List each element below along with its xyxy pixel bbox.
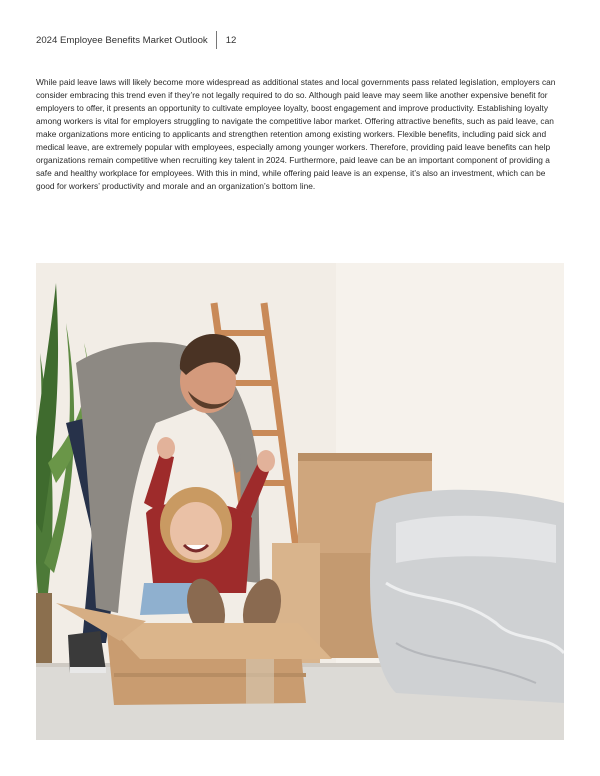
body-paragraph: While paid leave laws will likely become more widespread as additional states and local governments pass related legislation, employers can consider embracing this trend even if they’re not legally required to do so. Although paid leave may seem like another expensive benefit for employers to offer, it presents an opportunity to cultivate employee loyalty, boost engagement and improve productivity. Establishing loyalty among workers is vital for employers struggling to navigate the competitive labor market. Offering attractive benefits, such as paid leave, can make organizations more enticing to applicants and strengthen retention among existing workers. Flexible benefits, including paid sick and medical leave, are extremely popular with employees, especially among younger workers. Therefore, providing paid leave benefits can help organizations remain competitive when recruiting key talent in 2024. Furthermore, paid leave can be an important component of providing a safe and healthy workplace for employees. With this in mind, while offering paid leave is an expense, it’s also an investment, which can be good for workers’ productivity and morale and an organization’s bottom line. bbox=[36, 77, 556, 191]
header-divider bbox=[216, 31, 217, 49]
document-title: 2024 Employee Benefits Market Outlook bbox=[36, 34, 208, 46]
photo-illustration bbox=[36, 263, 564, 740]
family-moving-photo bbox=[36, 263, 564, 740]
page-number: 12 bbox=[225, 34, 237, 46]
covered-sofa bbox=[370, 490, 564, 703]
page-header bbox=[36, 31, 236, 49]
